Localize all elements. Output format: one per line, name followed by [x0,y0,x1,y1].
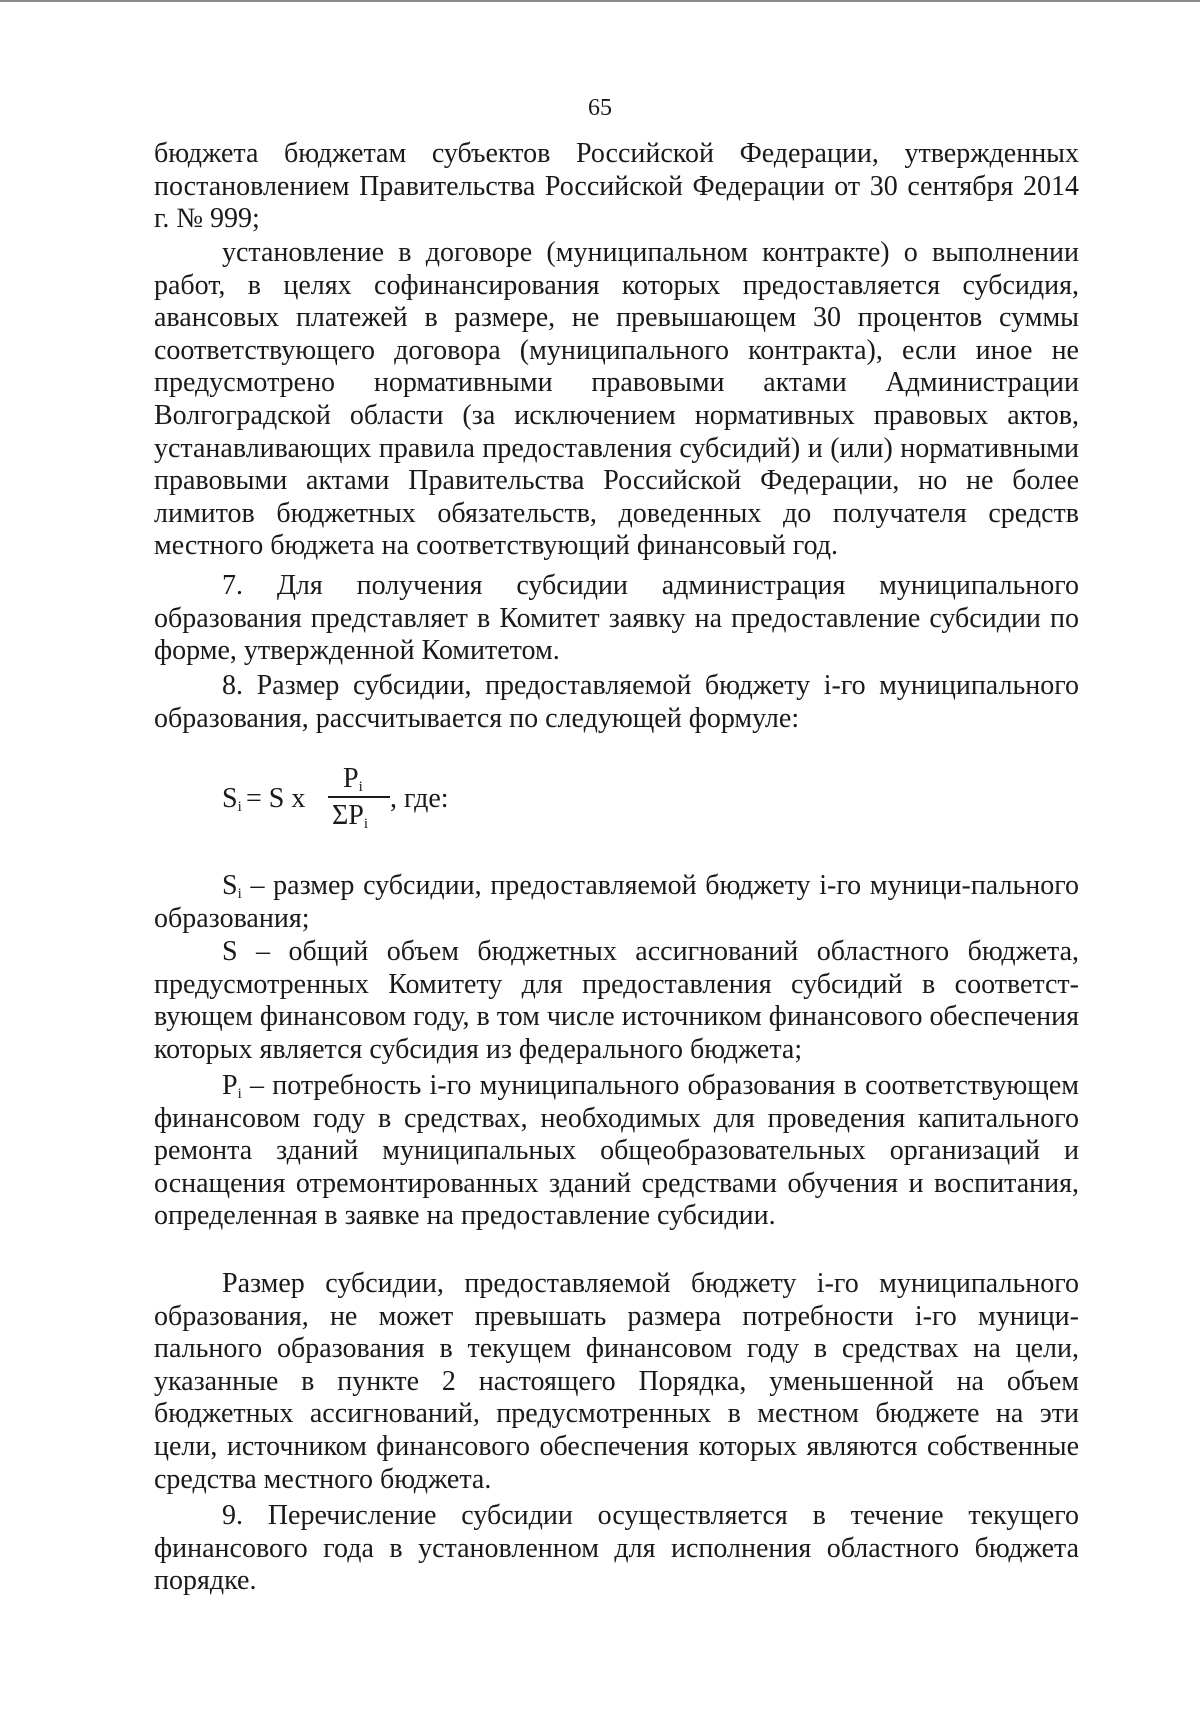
formula-lhs: $S_i$ [222,783,242,815]
paragraph-item-7: 7. Для получения субсидии администрация муниципального образования представляет в Комитет заявку на предоставление субсидии по форме, утвержденной Комитетом. [154,570,1079,667]
formula-suffix: , где: [390,783,449,814]
page-number: 65 [588,95,612,121]
paragraph-limit: Размер субсидии, предоставляемой бюджету i-го муниципального образования, не может превышать размера потребности i-го муници-пального образования в текущем финансовом году в средствах на цели, указанные в пункте 2 настоящего Порядка, уменьшенной на объем бюджетных ассигнований, предусмотренных в местном бюджете на эти цели, источником финансового обеспечения которых являются собственные средства местного бюджета. [154,1268,1079,1495]
scan-edge [0,0,1200,2]
definition-pi: $P_i$ – потребность i-го муниципального образования в соответствующем финансовом году в средствах, необходимых для проведения капитального ремонта зданий муниципальных общеобразовательных организаций и оснащения отремонтированных зданий средствами обучения и воспитания, определенная в заявке на предоставление субсидии. [154,1070,1079,1232]
formula-denominator: $\Sigma P_i$ [332,800,369,832]
fraction-bar [328,796,390,798]
paragraph-continuation: бюджета бюджетам субъектов Российской Федерации, утвержденных постановлением Правительства Российской Федерации от 30 сентября 2014 г. № 999; [154,138,1079,235]
definition-si: $S_i$ – размер субсидии, предоставляемой бюджету i-го муници-пального образования; [154,870,1079,934]
paragraph-item-9: 9. Перечисление субсидии осуществляется в течение текущего финансового года в установленном для исполнения областного бюджета порядке. [154,1500,1079,1597]
paragraph-advance-payments: установление в договоре (муниципальном контракте) о выполнении работ, в целях софинансирования которых предоставляется субсидия, авансовых платежей в размере, не превышающем 30 процентов суммы соответствующего договора (муниципального контракта), если иное не предусмотрено нормативными правовыми актами Администрации Волгоградской области (за исключением нормативных правовых актов, устанавливающих правила предоставления субсидий) и (или) нормативными правовыми актами Правительства Российской Федерации, но не более лимитов бюджетных обязательств, доведенных до получателя средств местного бюджета на соответствующий финансовый год. [154,237,1079,562]
definition-s: S – общий объем бюджетных ассигнований областного бюджета, предусмотренных Комитету для предоставления субсидий в соответст-вующем финансовом году, в том числе источником финансового обеспечения которых является субсидия из федерального бюджета; [154,936,1079,1065]
formula-numerator: $P_i$ [343,763,363,795]
formula-equals: = S x [246,783,306,814]
paragraph-item-8: 8. Размер субсидии, предоставляемой бюджету i-го муниципального образования, рассчитывается по следующей формуле: [154,670,1079,734]
